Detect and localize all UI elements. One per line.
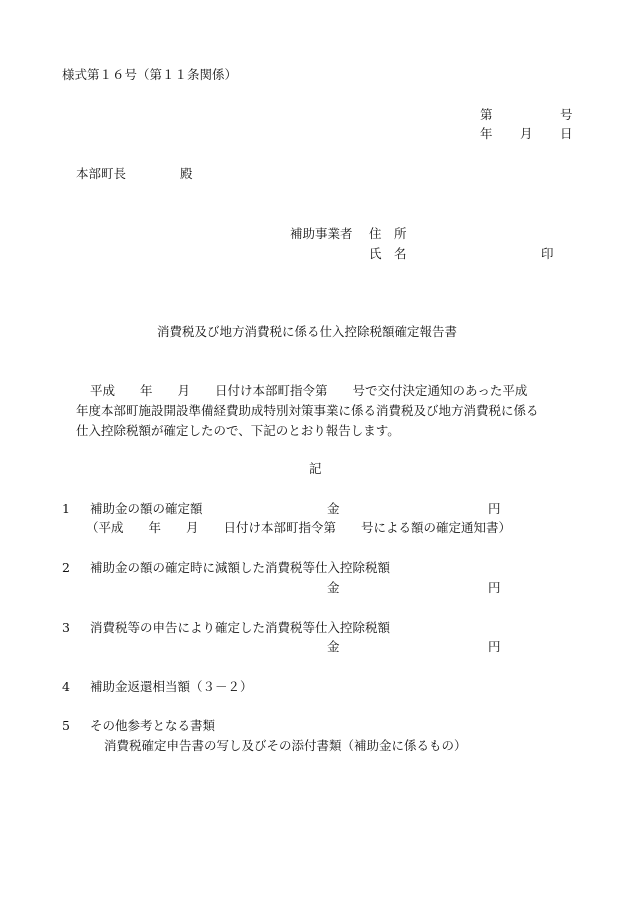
item-2-kin: 金 <box>327 580 340 595</box>
item-4-label: 補助金返還相当額（３－２） <box>90 679 253 694</box>
item-1-label: 補助金の額の確定額 <box>90 501 203 516</box>
item-2-label: 補助金の額の確定時に減額した消費税等仕入控除税額 <box>90 560 391 575</box>
item-1-kin: 金 <box>327 501 340 516</box>
form-number-label: 様式第１６号（第１１条関係） <box>62 67 238 82</box>
ki-heading: 記 <box>309 461 322 476</box>
item-3-kin: 金 <box>327 639 340 654</box>
item-5-detail: 消費税確定申告書の写し及びその添付書類（補助金に係るもの） <box>104 738 467 753</box>
item-1-note: （平成 年 月 日付け本部町指令第 号による額の確定通知書） <box>86 520 512 535</box>
item-2-en: 円 <box>488 580 501 595</box>
item-1-number: 1 <box>62 501 70 516</box>
date-month-label: 月 <box>520 126 533 141</box>
body-line-1: 平成 年 月 日付け本部町指令第 号で交付決定通知のあった平成 <box>90 383 528 398</box>
item-5-number: 5 <box>62 718 70 733</box>
item-3-label: 消費税等の申告により確定した消費税等仕入控除税額 <box>90 620 391 635</box>
item-4-number: 4 <box>62 679 70 694</box>
date-day-label: 日 <box>560 126 573 141</box>
applicant-name-label: 氏 名 <box>369 246 407 261</box>
item-5-label: その他参考となる書類 <box>90 718 216 733</box>
date-year-label: 年 <box>480 126 493 141</box>
body-line-3: 仕入控除税額が確定したので、下記のとおり報告します。 <box>76 423 400 438</box>
applicant-address-label: 住 所 <box>369 226 407 241</box>
document-title: 消費税及び地方消費税に係る仕入控除税額確定報告書 <box>157 324 458 339</box>
addressee-honorific: 殿 <box>180 166 193 181</box>
doc-number-prefix: 第 <box>480 107 493 122</box>
seal-mark: 印 <box>541 246 554 261</box>
item-1-en: 円 <box>488 501 501 516</box>
addressee-name: 本部町長 <box>76 166 127 181</box>
doc-number-suffix: 号 <box>560 107 573 122</box>
item-2-number: 2 <box>62 560 70 575</box>
body-line-2: 年度本部町施設開設準備経費助成特別対策事業に係る消費税及び地方消費税に係る <box>76 403 539 418</box>
item-3-number: 3 <box>62 620 70 635</box>
item-3-en: 円 <box>488 639 501 654</box>
applicant-role: 補助事業者 <box>290 226 353 241</box>
